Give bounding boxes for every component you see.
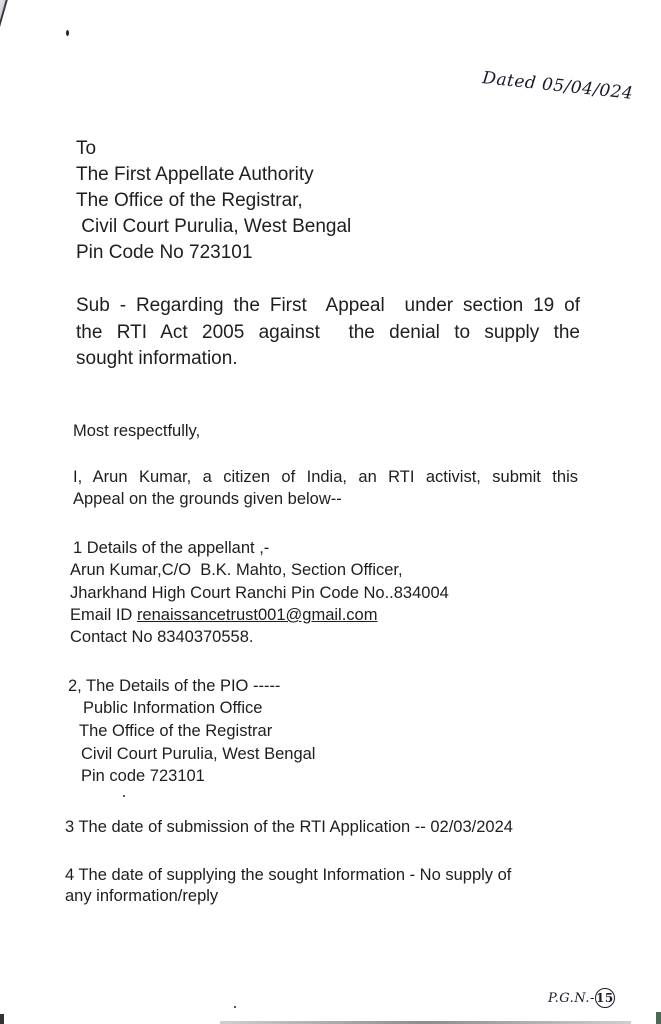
address-to: To: [76, 138, 97, 159]
subject-line-3: sought information.: [76, 348, 238, 369]
pio-heading: 2, The Details of the PIO -----: [68, 677, 281, 695]
appellant-name: Arun Kumar,C/O B.K. Mahto, Section Officer,: [70, 561, 403, 579]
address-line-4: Pin Code No 723101: [76, 242, 253, 263]
pio-line-1: Public Information Office: [83, 699, 263, 717]
submission-date-line: 3 The date of submission of the RTI Application -- 02/03/2024: [65, 818, 513, 836]
intro-line-2: Appeal on the grounds given below--: [73, 490, 342, 508]
ink-dot: [123, 795, 125, 797]
email-label: Email ID: [70, 606, 137, 624]
appellant-address: Jharkhand High Court Ranchi Pin Code No..834004: [70, 584, 449, 602]
ink-dot: [234, 1006, 236, 1008]
page-number-circled: 15: [595, 988, 615, 1008]
handwritten-page-number: [548, 988, 615, 1008]
ink-speck: [66, 30, 69, 36]
supply-date-line-2: any information/reply: [65, 887, 219, 905]
salutation: Most respectfully,: [73, 422, 201, 440]
subject-line-1: Sub - Regarding the First Appeal under section 19 of: [76, 295, 580, 316]
corner-mark-left: [0, 1014, 4, 1024]
corner-mark-right: [656, 1012, 661, 1024]
intro-line-1: I, Arun Kumar, a citizen of India, an RTI activist, submit this: [73, 468, 578, 486]
pio-line-4: Pin code 723101: [81, 767, 205, 785]
address-line-3: Civil Court Purulia, West Bengal: [76, 216, 352, 237]
page-number-prefix: P.G.N.-: [548, 991, 595, 1006]
handwritten-date: Dated 05/04/024: [481, 68, 635, 104]
supply-date-line-1: 4 The date of supplying the sought Information - No supply of: [65, 866, 512, 884]
email-link[interactable]: renaissancetrust001@gmail.com: [136, 606, 378, 624]
paper-fold-edge: [0, 0, 9, 187]
address-line-2: The Office of the Registrar,: [76, 190, 303, 211]
appellant-heading: 1 Details of the appellant ,-: [73, 539, 270, 557]
appellant-email-row: [70, 606, 377, 625]
appellant-contact: Contact No 8340370558.: [70, 628, 254, 646]
address-line-1: The First Appellate Authority: [76, 164, 314, 185]
pio-line-2: The Office of the Registrar: [79, 722, 273, 740]
pio-line-3: Civil Court Purulia, West Bengal: [81, 745, 316, 763]
subject-line-2: the RTI Act 2005 against the denial to supply the: [76, 322, 580, 343]
